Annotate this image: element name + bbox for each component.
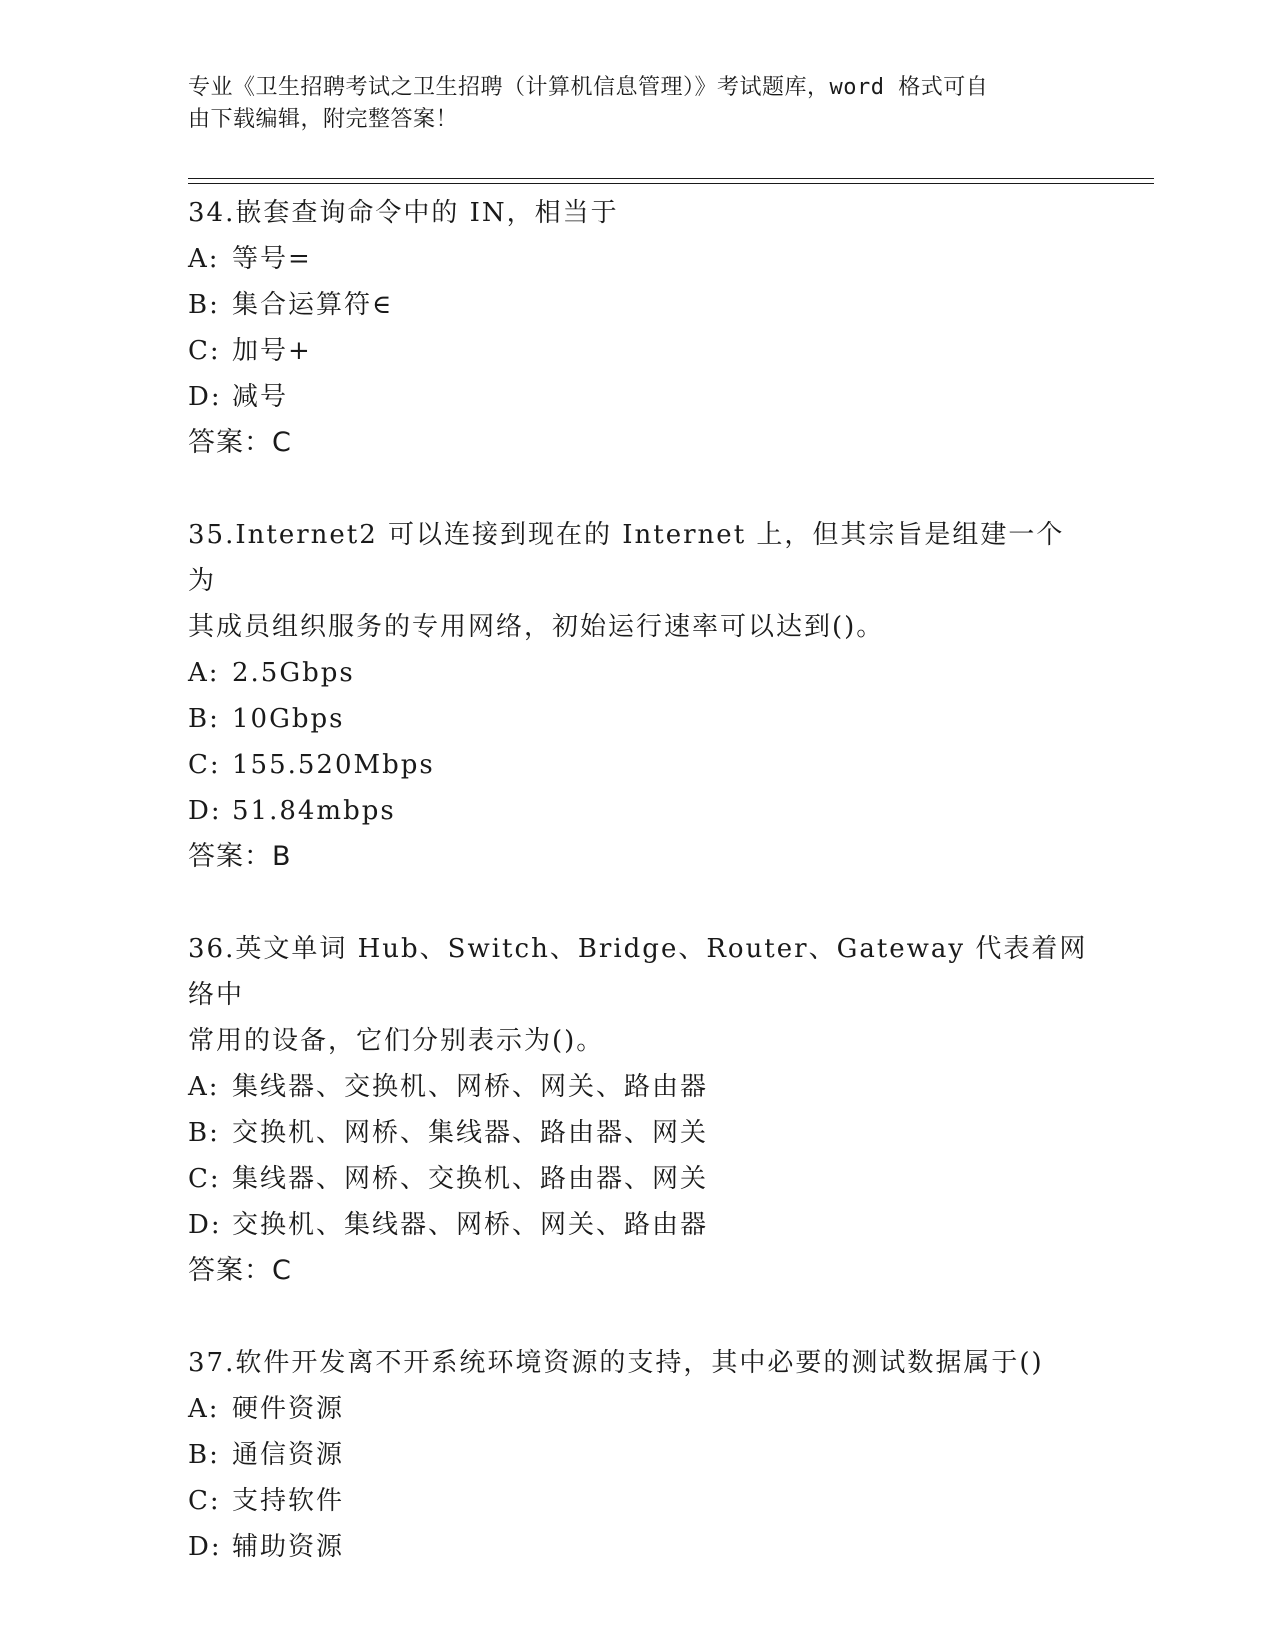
option-b <box>188 282 1088 328</box>
header-divider-top <box>188 178 1154 179</box>
document-header <box>188 72 1068 136</box>
header-line-2: 由下载编辑，附完整答案！ <box>188 107 459 132</box>
option-a <box>188 1064 1088 1110</box>
option-a <box>188 650 1088 696</box>
option-text: 交换机、集线器、网桥、网关、路由器 <box>232 1210 709 1240</box>
option-letter: B: <box>188 1440 220 1470</box>
question-34 <box>188 190 1088 466</box>
question-stem: 34.嵌套查询命令中的 IN，相当于 <box>188 198 619 228</box>
option-c <box>188 742 1088 788</box>
option-text: 155.520Mbps <box>232 750 435 780</box>
question-37 <box>188 1340 1088 1570</box>
option-letter: D: <box>188 1210 222 1240</box>
question-stem: 37.软件开发离不开系统环境资源的支持，其中必要的测试数据属于() <box>188 1348 1044 1378</box>
option-text: 硬件资源 <box>232 1394 345 1424</box>
header-line-1: 专业《卫生招聘考试之卫生招聘（计算机信息管理）》考试题库，word 格式可自 <box>188 75 989 100</box>
option-text: 集线器、交换机、网桥、网关、路由器 <box>232 1072 709 1102</box>
option-text: 辅助资源 <box>232 1532 345 1562</box>
option-letter: A: <box>188 1072 220 1102</box>
option-text: 51.84mbps <box>232 796 396 826</box>
option-text: 减号 <box>232 382 289 412</box>
option-text: 等号= <box>232 244 312 274</box>
option-d <box>188 1524 1088 1570</box>
option-d <box>188 1202 1088 1248</box>
option-c <box>188 1478 1088 1524</box>
option-text: 支持软件 <box>232 1486 345 1516</box>
option-letter: C: <box>188 750 221 780</box>
option-letter: D: <box>188 382 222 412</box>
question-36 <box>188 926 1088 1294</box>
option-b <box>188 1432 1088 1478</box>
option-a <box>188 236 1088 282</box>
option-text: 2.5Gbps <box>232 658 355 688</box>
option-letter: C: <box>188 1486 221 1516</box>
option-letter: B: <box>188 1118 220 1148</box>
option-letter: A: <box>188 244 220 274</box>
option-b <box>188 696 1088 742</box>
answer-line: 答案：B <box>188 841 292 872</box>
option-letter: D: <box>188 796 222 826</box>
option-letter: D: <box>188 1532 222 1562</box>
question-stem: 36.英文单词 Hub、Switch、Bridge、Router、Gateway 代表着网络中 常用的设备，它们分别表示为()。 <box>188 934 1088 1056</box>
option-letter: B: <box>188 704 220 734</box>
question-list <box>188 190 1088 1570</box>
header-divider-bottom <box>188 183 1154 184</box>
option-c <box>188 1156 1088 1202</box>
option-text: 加号+ <box>232 336 312 366</box>
option-c <box>188 328 1088 374</box>
option-letter: A: <box>188 1394 220 1424</box>
option-text: 集线器、网桥、交换机、路由器、网关 <box>232 1164 709 1194</box>
option-a <box>188 1386 1088 1432</box>
option-letter: C: <box>188 336 221 366</box>
question-stem: 35.Internet2 可以连接到现在的 Internet 上，但其宗旨是组建一个为 其成员组织服务的专用网络，初始运行速率可以达到()。 <box>188 520 1065 642</box>
option-b <box>188 1110 1088 1156</box>
option-text: 通信资源 <box>232 1440 345 1470</box>
option-letter: A: <box>188 658 220 688</box>
option-letter: B: <box>188 290 220 320</box>
option-text: 集合运算符∈ <box>232 290 394 320</box>
option-d <box>188 374 1088 420</box>
question-35 <box>188 512 1088 880</box>
option-d <box>188 788 1088 834</box>
answer-line: 答案：C <box>188 427 292 458</box>
option-text: 10Gbps <box>232 704 345 734</box>
option-letter: C: <box>188 1164 221 1194</box>
option-text: 交换机、网桥、集线器、路由器、网关 <box>232 1118 709 1148</box>
answer-line: 答案：C <box>188 1255 292 1286</box>
